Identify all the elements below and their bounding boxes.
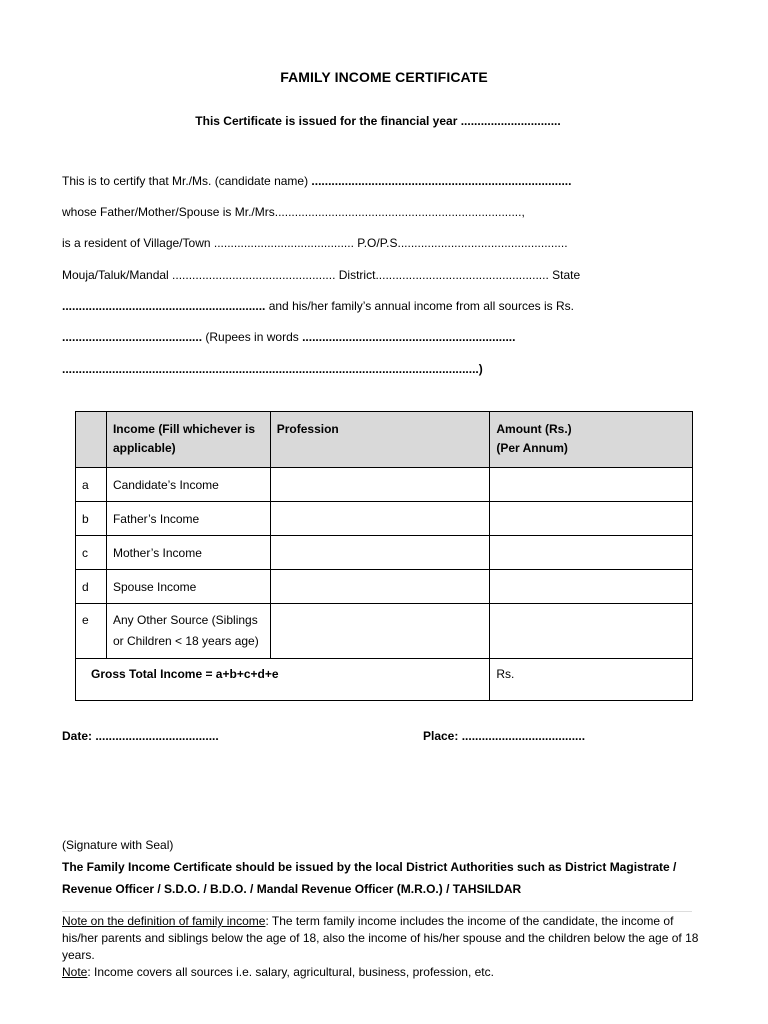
state-label: State — [548, 268, 581, 282]
divider — [62, 911, 692, 912]
annual-income-line — [62, 299, 574, 313]
residence-line — [62, 236, 568, 250]
header-income: Income (Fill whichever is applicable) — [106, 412, 270, 468]
row-key: b — [76, 502, 107, 536]
post-office-blank: ................................................... — [397, 236, 568, 250]
amount-cell[interactable] — [490, 604, 693, 659]
row-label-line2: or Children < 18 years age) — [112, 634, 259, 648]
table-row — [76, 502, 693, 536]
rupees-in-words-blank: ................................................................ — [302, 330, 516, 344]
mandal-label: Mouja/Taluk/Mandal ................................................. — [62, 268, 339, 282]
note2-body: : Income covers all sources i.e. salary, agricultural, business, profession, etc. — [87, 965, 494, 979]
table-row — [76, 604, 693, 659]
table-row — [76, 536, 693, 570]
header-amount-line2: (Per Annum) — [496, 441, 568, 455]
financial-year-line: This Certificate is issued for the financial year .............................. — [195, 114, 561, 128]
amount-cell[interactable] — [490, 536, 693, 570]
gross-total-label: Gross Total Income = a+b+c+d+e — [76, 659, 490, 701]
parent-name-line: whose Father/Mother/Spouse is Mr./Mrs.........................................................................., — [62, 205, 525, 219]
gross-total-row — [76, 659, 693, 701]
district-label: District — [338, 268, 376, 282]
income-table — [75, 411, 693, 701]
signature-with-seal: (Signature with Seal) — [62, 838, 174, 852]
rupees-amount-blank: .......................................... — [62, 330, 203, 344]
row-label-line1: Any Other Source (Siblings — [112, 613, 258, 627]
row-key: d — [76, 570, 107, 604]
rupees-in-words-label: (Rupees in words — [202, 330, 303, 344]
row-key: e — [76, 604, 107, 659]
rupees-line — [62, 330, 515, 344]
post-office-label: .......................................... P.O/P.S — [213, 236, 398, 250]
table-row — [76, 570, 693, 604]
row-label: Father’s Income — [106, 502, 270, 536]
district-blank: .................................................... — [375, 268, 549, 282]
candidate-name-blank: .............................................................................. — [311, 174, 572, 188]
amount-cell[interactable] — [490, 468, 693, 502]
gross-total-amount[interactable]: Rs. — [490, 659, 693, 701]
rupees-words-continuation — [62, 362, 483, 376]
table-row — [76, 468, 693, 502]
amount-cell[interactable] — [490, 570, 693, 604]
header-profession: Profession — [270, 412, 490, 468]
profession-cell[interactable] — [270, 570, 490, 604]
row-label: Spouse Income — [106, 570, 270, 604]
header-amount-line1: Amount (Rs.) — [496, 422, 572, 436]
profession-cell[interactable] — [270, 604, 490, 659]
issuing-authority-note: The Family Income Certificate should be issued by the local District Authorities such as District Magistrate / Revenue Officer / S.D.O. / B.D.O. / Mandal Revenue Officer (M.R.O.) / TAHSILDAR — [62, 860, 677, 896]
header-amount — [490, 412, 693, 468]
date-field[interactable]: Date: ..................................... — [62, 729, 219, 743]
candidate-name-label: This is to certify that Mr./Ms. (candidate name) — [62, 174, 312, 188]
rupees-words-continuation-blank: .............................................................................................................................) — [62, 362, 483, 376]
row-label — [106, 604, 270, 659]
row-label: Candidate’s Income — [106, 468, 270, 502]
annual-income-label: and his/her family’s annual income from all sources is Rs. — [265, 299, 574, 313]
profession-cell[interactable] — [270, 536, 490, 570]
state-blank: ............................................................. — [62, 299, 266, 313]
family-income-note — [62, 913, 702, 981]
header-index — [76, 412, 107, 468]
place-field[interactable]: Place: ..................................... — [423, 729, 586, 743]
document-title: FAMILY INCOME CERTIFICATE — [280, 69, 488, 85]
amount-cell[interactable] — [490, 502, 693, 536]
mandal-district-state-line — [62, 268, 580, 282]
row-label: Mother’s Income — [106, 536, 270, 570]
note-body: : The term family income includes the income of the candidate, the income of his/her parents and siblings below the age of 18, also the income of his/her spouse and the children below the age of 18 years. — [62, 914, 699, 962]
candidate-name-line — [62, 174, 571, 188]
profession-cell[interactable] — [270, 502, 490, 536]
profession-cell[interactable] — [270, 468, 490, 502]
row-key: a — [76, 468, 107, 502]
residence-label: is a resident of Village/Town — [62, 236, 214, 250]
note-heading: Note on the definition of family income — [62, 914, 266, 928]
row-key: c — [76, 536, 107, 570]
note2-heading: Note — [62, 965, 88, 979]
income-table-header — [76, 412, 693, 468]
